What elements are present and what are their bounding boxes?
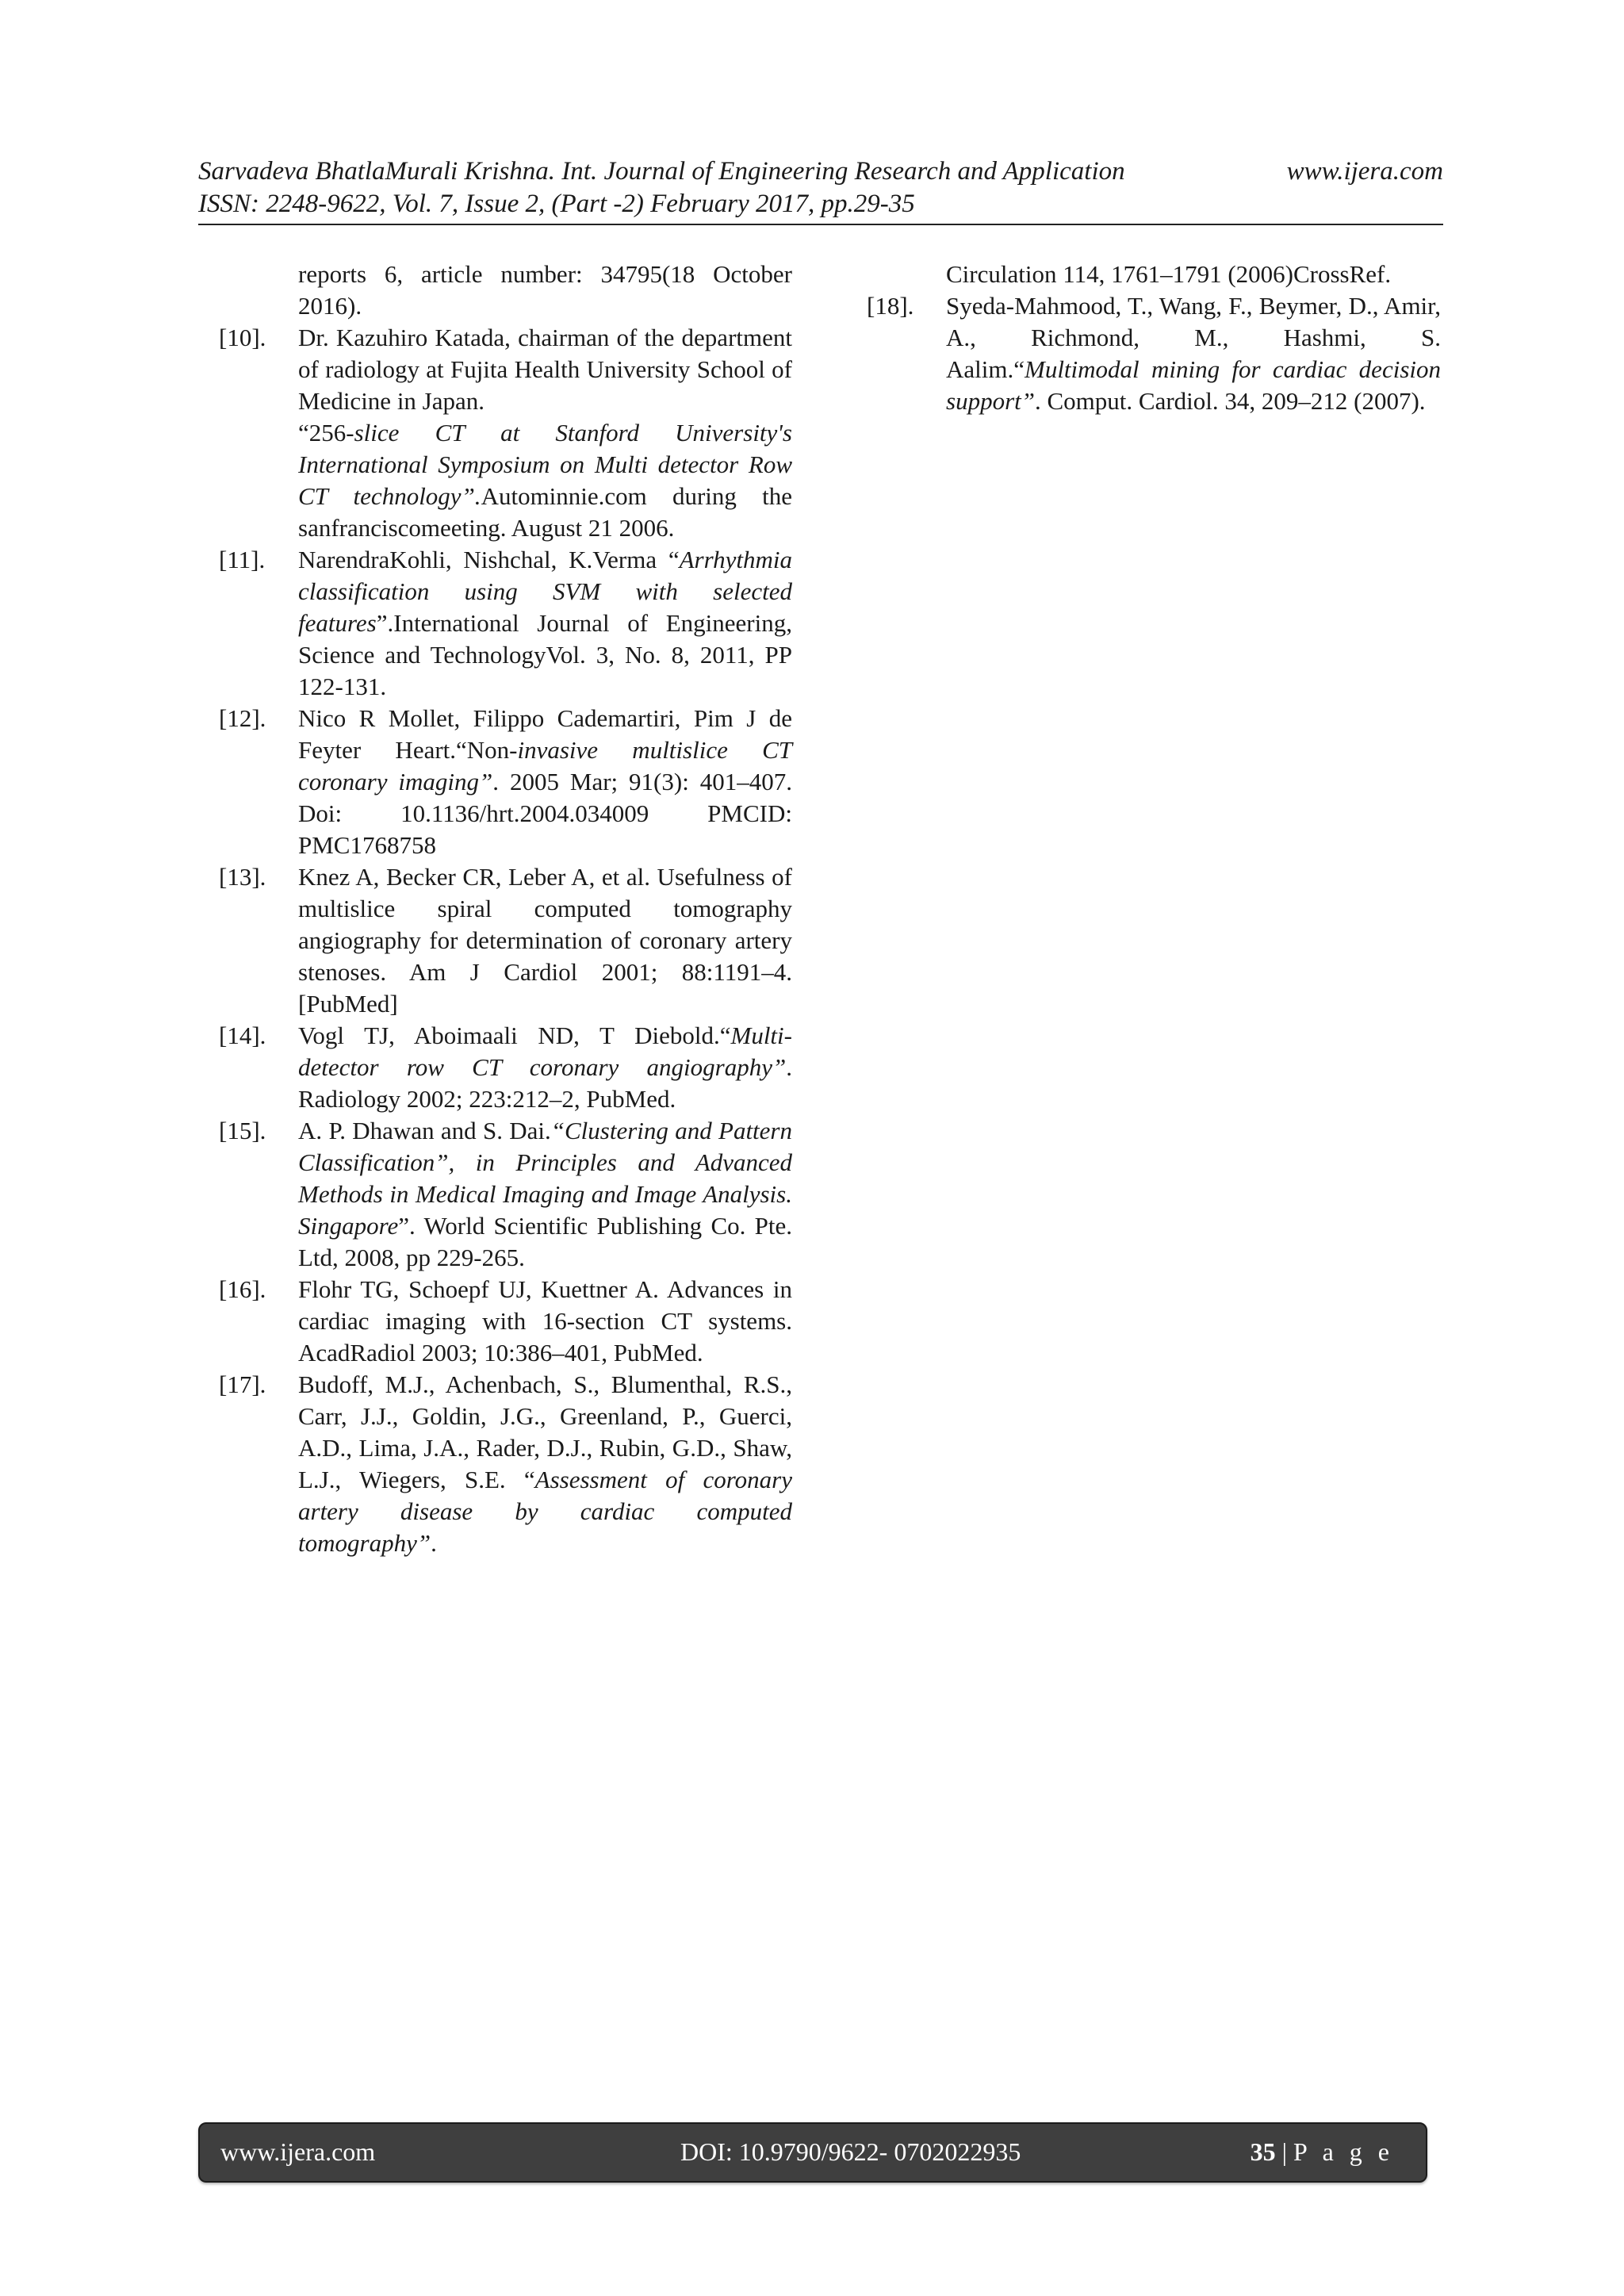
reference-text: Knez A, Becker CR, Leber A, et al. Usefulness of multislice spiral computed tomography angiography for determination of coronary artery stenoses. Am J Cardiol 2001; 88:1191–4. [PubMed] [298,863,792,1018]
reference-source: ”. World Scientific Publishing Co. Pte. Ltd, 2008, pp 229-265. [298,1212,792,1271]
reference-authors: Syeda-Mahmood, T., Wang, F., Beymer, D., Amir, A., Richmond, M., Hashmi, S. Aalim.“ [946,292,1441,383]
reference-source: ”.International Journal of Engineering, Science and TechnologyVol. 3, No. 8, 2011, PP 122-131. [298,609,792,700]
reference-number: [17]. [219,1370,266,1398]
reference-17 [219,1369,792,1559]
footer-separator: | [1281,2137,1287,2166]
references-left-column [219,259,792,1559]
running-header [198,155,1443,225]
reference-9-continuation: reports 6, article number: 34795(18 October 2016). [298,260,792,320]
page-number: 35 [1250,2137,1276,2166]
reference-15 [219,1115,792,1274]
reference-text [298,703,792,861]
references-right-column [867,259,1441,417]
reference-number: [12]. [219,704,266,732]
reference-text [298,1369,792,1559]
reference-number: [18]. [867,292,914,320]
reference-16 [219,1274,792,1369]
reference-14 [219,1020,792,1115]
reference-text [298,1115,792,1274]
reference-authors: Budoff, M.J., Achenbach, S., Blumenthal, R.S., Carr, J.J., Goldin, J.G., Greenland, P., Guerci, A.D., Lima, J.A., Rader, D.J., Rubin, G.D., Shaw, L.J., Wiegers, S.E. “ [298,1370,792,1493]
reference-number: [14]. [219,1022,266,1049]
reference-quote-open: “256- [298,419,354,447]
reference-text: Flohr TG, Schoepf UJ, Kuettner A. Advances in cardiac imaging with 16-section CT systems. AcadRadiol 2003; 10:386–401, PubMed. [298,1275,792,1366]
reference-authors: Nico R Mollet, Filippo Cademartiri, Pim J de Feyter Heart.“Non- [298,704,792,764]
reference-number: [10]. [219,324,266,351]
reference-title: Multimodal mining for cardiac decision support” [946,355,1441,415]
reference-authors: A. P. Dhawan and S. Dai. [298,1117,551,1144]
reference-13 [219,861,792,1020]
reference-number: [15]. [219,1117,266,1144]
reference-number: [11]. [219,546,266,573]
reference-number: [13]. [219,863,266,891]
reference-title: Multi-detector row CT coronary angiography” [298,1022,792,1081]
reference-17-continuation: Circulation 114, 1761–1791 (2006)CrossRef. [946,260,1392,288]
reference-12 [219,703,792,861]
header-issn: ISSN: 2248-9622, Vol. 7, Issue 2, (Part -2) February 2017, pp.29-35 [198,190,915,218]
page-footer [198,2122,1427,2183]
reference-title: “Clustering and Pattern Classification”, in Principles and Advanced Methods in Medical Imaging and Image Analysis. Singapore [298,1117,792,1240]
reference-number: [16]. [219,1275,266,1303]
reference-source: . Comput. Cardiol. 34, 209–212 (2007). [1034,387,1426,415]
footer-doi: DOI: 10.9790/9622- 0702022935 [680,2137,1021,2166]
reference-authors: Vogl TJ, Aboimaali ND, T Diebold.“ [298,1022,731,1049]
reference-title: slice CT at Stanford University's International Symposium on Multi detector Row CT technology”. [298,419,792,510]
reference-title: Arrhythmia classification using SVM with selected features [298,546,792,637]
header-citation: Sarvadeva BhatlaMurali Krishna. Int. Journal of Engineering Research and Application [198,157,1125,186]
reference-text [946,290,1441,417]
header-line-1 [198,155,1443,188]
reference-authors: Dr. Kazuhiro Katada, chairman of the department of radiology at Fujita Health University School of Medicine in Japan. [298,324,792,415]
footer-page-word: P a g e [1293,2137,1394,2166]
reference-10 [219,322,792,544]
header-website: www.ijera.com [1286,157,1443,186]
reference-title: invasive multislice CT coronary imaging” [298,736,792,795]
reference-source: . Radiology 2002; 223:212–2, PubMed. [298,1053,792,1113]
reference-text [298,544,792,703]
reference-11 [219,544,792,703]
reference-18 [867,290,1441,417]
header-line-2 [198,188,1443,220]
reference-title: Assessment of coronary artery disease by cardiac computed tomography” [298,1466,792,1557]
reference-text [298,322,792,544]
footer-website: www.ijera.com [220,2137,376,2166]
reference-punctuation: . [431,1529,437,1557]
footer-page-indicator [1251,2137,1394,2167]
reference-authors: NarendraKohli, Nishchal, K.Verma “ [298,546,680,573]
reference-source: Autominnie.com during the sanfranciscomeeting. August 21 2006. [298,482,792,542]
reference-source: . 2005 Mar; 91(3): 401–407. Doi: 10.1136/hrt.2004.034009 PMCID: PMC1768758 [298,768,792,859]
reference-text [298,1020,792,1115]
